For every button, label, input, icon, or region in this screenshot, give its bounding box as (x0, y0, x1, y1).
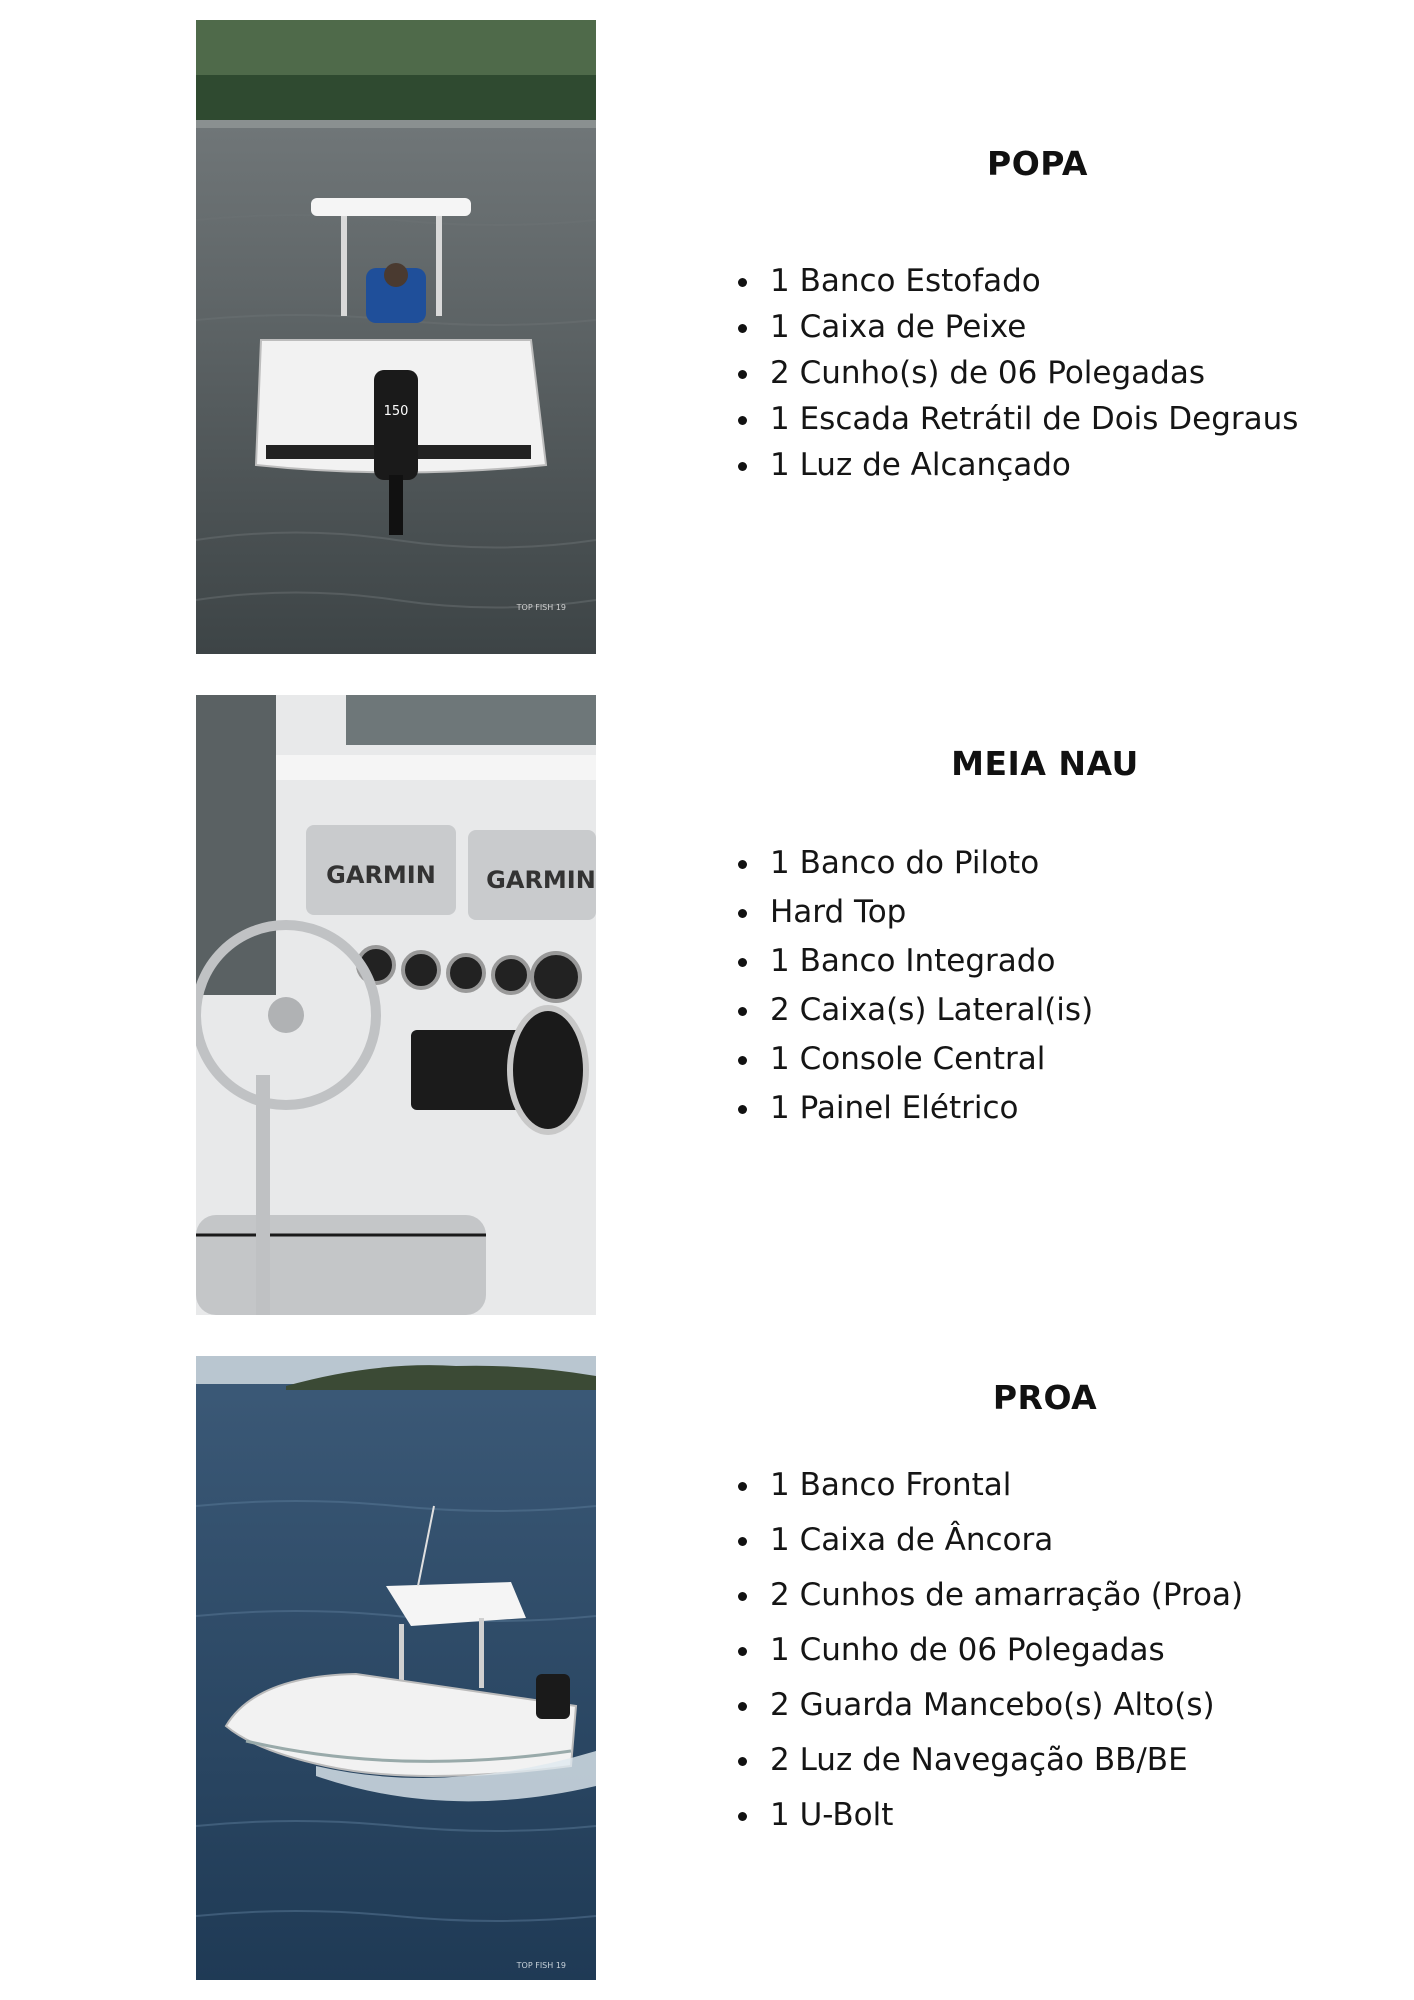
section-proa (730, 1378, 1370, 1854)
list-item: 2 Cunho(s) de 06 Polegadas (730, 357, 1370, 389)
section-title: PROA (992, 1378, 1098, 1417)
list-item: 1 U-Bolt (730, 1799, 1370, 1831)
watermark: TOP FISH 19 (516, 1961, 566, 1970)
list-item: 1 Banco Estofado (730, 265, 1370, 297)
list-item: 2 Luz de Navegação BB/BE (730, 1744, 1370, 1776)
bow-photo (196, 1356, 596, 1980)
list-item: Hard Top (730, 896, 1370, 928)
garmin-right-label: GARMIN (486, 866, 596, 894)
feature-list (730, 847, 1370, 1124)
engine-label: 150 (383, 404, 409, 419)
list-item: 1 Banco Integrado (730, 945, 1370, 977)
section-popa (730, 144, 1370, 495)
list-item: 1 Luz de Alcançado (730, 449, 1370, 481)
section-title: POPA (987, 144, 1088, 183)
list-item: 1 Cunho de 06 Polegadas (730, 1634, 1370, 1666)
section-meia-nau (730, 744, 1370, 1141)
console-photo (196, 695, 596, 1315)
list-item: 1 Caixa de Peixe (730, 311, 1370, 343)
list-item: 1 Console Central (730, 1043, 1370, 1075)
list-item: 1 Banco Frontal (730, 1469, 1370, 1501)
feature-list (730, 265, 1370, 481)
feature-list (730, 1469, 1370, 1831)
list-item: 1 Caixa de Âncora (730, 1524, 1370, 1556)
watermark: TOP FISH 19 (516, 603, 566, 612)
list-item: 1 Escada Retrátil de Dois Degraus (730, 403, 1370, 435)
list-item: 1 Banco do Piloto (730, 847, 1370, 879)
list-item: 2 Cunhos de amarração (Proa) (730, 1579, 1370, 1611)
garmin-left-label: GARMIN (326, 861, 436, 889)
list-item: 2 Caixa(s) Lateral(is) (730, 994, 1370, 1026)
section-title: MEIA NAU (951, 744, 1139, 783)
stern-photo (196, 20, 596, 654)
list-item: 1 Painel Elétrico (730, 1092, 1370, 1124)
list-item: 2 Guarda Mancebo(s) Alto(s) (730, 1689, 1370, 1721)
